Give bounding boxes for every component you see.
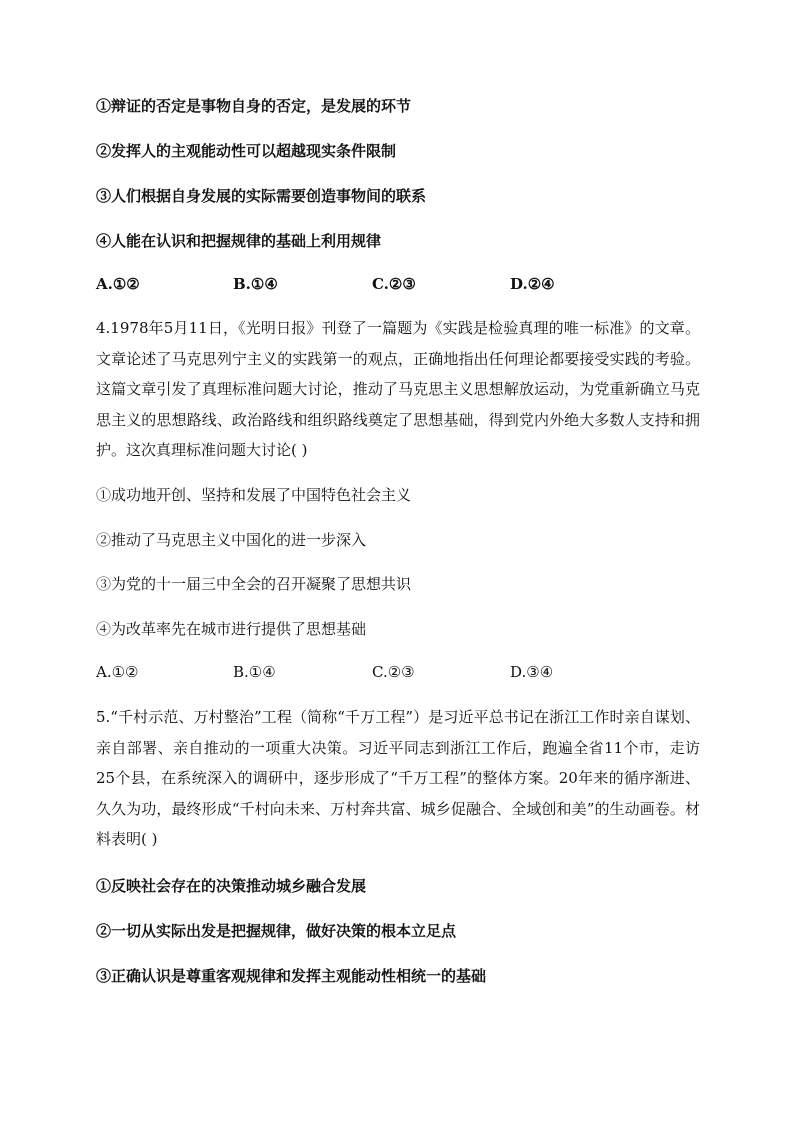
q4-statement-2: ②推动了马克思主义中国化的进一步深入	[96, 531, 367, 549]
q3-statement-4: ④人能在认识和把握规律的基础上利用规律	[96, 232, 382, 250]
q4-statement-1: ①成功地开创、坚持和发展了中国特色社会主义	[96, 486, 412, 504]
q3-statement-1: ①辩证的否定是事物自身的否定，是发展的环节	[96, 97, 412, 115]
q3-option-b[interactable]: B.①④	[233, 275, 278, 293]
q3-statement-2: ②发挥人的主观能动性可以超越现实条件限制	[96, 142, 397, 160]
q5-stem: 5.“千村示范、万村整治”工程（简称“千万工程”）是习近平总书记在浙江工作时亲自谋划、亲自部署、亲自推动的一项重大决策。习近平同志到浙江工作后，跑遍全省11个市，走访25个县，在系统深入的调研中，逐步形成了“千万工程”的整体方案。20年来的循序渐进、久久为功，最终形成“千村向未来、万村奔共富、城乡促融合、全域创和美”的生动画卷。材料表明( )	[96, 708, 700, 849]
q3-option-d[interactable]: D.②④	[510, 275, 555, 293]
q4-option-b[interactable]: B.①④	[233, 663, 276, 681]
q4-option-c[interactable]: C.②③	[372, 663, 415, 681]
q5-statement-3: ③正确认识是尊重客观规律和发挥主观能动性相统一的基础	[96, 967, 487, 985]
q4-option-a[interactable]: A.①②	[96, 663, 139, 681]
q5-statement-1: ①反映社会存在的决策推动城乡融合发展	[96, 877, 367, 895]
q3-statement-3: ③人们根据自身发展的实际需要创造事物间的联系	[96, 187, 427, 205]
q3-option-c[interactable]: C.②③	[372, 275, 416, 293]
q4-statement-4: ④为改革率先在城市进行提供了思想基础	[96, 620, 367, 638]
q4-stem: 4.1978年5月11日，《光明日报》刊登了一篇题为《实践是检验真理的唯一标准》的文章。文章论述了马克思列宁主义的实践第一的观点，正确地指出任何理论都要接受实践的考验。这篇文章引发了真理标准问题大讨论，推动了马克思主义思想解放运动，为党重新确立马克思主义的思想路线、政治路线和组织路线奠定了思想基础，得到党内外绝大多数人支持和拥护。这次真理标准问题大讨论( )	[96, 319, 700, 460]
q4-options	[96, 662, 696, 682]
q3-options	[96, 274, 696, 294]
q4-statement-3: ③为党的十一届三中全会的召开凝聚了思想共识	[96, 575, 412, 593]
q4-option-d[interactable]: D.③④	[510, 663, 554, 681]
q3-option-a[interactable]: A.①②	[96, 275, 140, 293]
q5-statement-2: ②一切从实际出发是把握规律，做好决策的根本立足点	[96, 922, 457, 940]
